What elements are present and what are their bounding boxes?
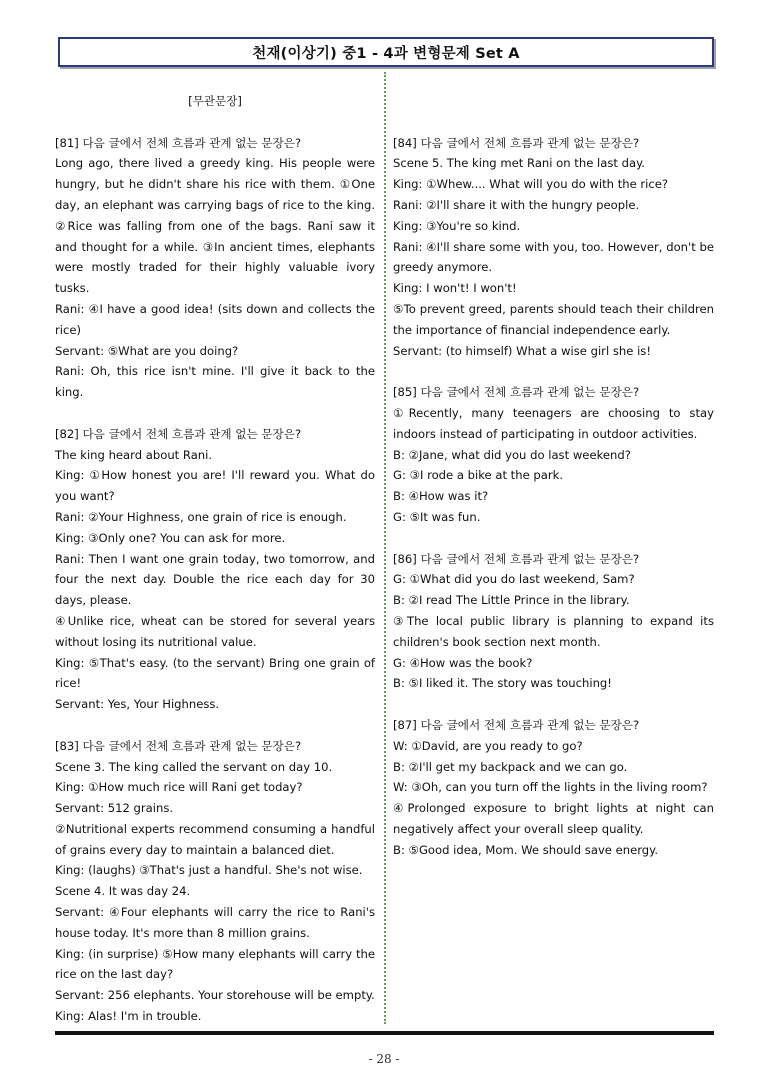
passage-line: B: ②Jane, what did you do last weekend? — [393, 447, 631, 462]
passage-line: King: ①Whew.... What will you do with the rice? — [393, 177, 669, 192]
section-label: [무관문장] — [188, 94, 242, 108]
passage-line: King: ⑤That's easy. (to the servant) Bring one grain of rice! — [55, 655, 375, 691]
question-82 — [55, 424, 375, 715]
passage-line: ①Recently, many teenagers are choosing to stay indoors instead of participating in outdoor activities. — [393, 405, 714, 441]
passage-line: King: ③You're so kind. — [393, 218, 521, 233]
passage-line: B: ⑤I liked it. The story was touching! — [393, 676, 612, 691]
passage-line: Rani: ④I'll share some with you, too. However, don't be greedy anymore. — [393, 239, 714, 275]
page-number: - 28 - — [368, 1052, 400, 1066]
passage-line: Servant: (to himself) What a wise girl she is! — [393, 343, 651, 358]
question-84 — [393, 133, 714, 362]
question-prompt: [84] 다음 글에서 전체 흐름과 관계 없는 문장은? — [393, 135, 640, 150]
passage-line: Rani: Then I want one grain today, two tomorrow, and four the next day. Double the rice each day for 30 days, please. — [55, 551, 375, 608]
passage-line: Servant: Yes, Your Highness. — [55, 697, 220, 712]
question-prompt: [85] 다음 글에서 전체 흐름과 관계 없는 문장은? — [393, 385, 640, 400]
question-prompt: [82] 다음 글에서 전체 흐름과 관계 없는 문장은? — [55, 426, 302, 441]
passage-line: Servant: 512 grains. — [55, 801, 174, 816]
passage-line: King: Alas! I'm in trouble. — [55, 1009, 202, 1024]
passage-line: King: ①How honest you are! I'll reward you. What do you want? — [55, 468, 375, 504]
passage-line: Scene 4. It was day 24. — [55, 884, 191, 899]
passage-line: G: ④How was the book? — [393, 655, 533, 670]
footer-rule — [55, 1031, 714, 1035]
passage-line: B: ④How was it? — [393, 489, 489, 504]
passage-line: B: ②I read The Little Prince in the library. — [393, 593, 630, 608]
passage-line: Rani: ②I'll share it with the hungry people. — [393, 197, 640, 212]
question-86 — [393, 549, 714, 695]
passage-line: ②Nutritional experts recommend consuming a handful of grains every day to maintain a balanced diet. — [55, 821, 375, 857]
question-prompt: [81] 다음 글에서 전체 흐름과 관계 없는 문장은? — [55, 135, 302, 150]
passage-line: Scene 3. The king called the servant on day 10. — [55, 759, 333, 774]
passage-line: G: ③I rode a bike at the park. — [393, 468, 564, 483]
question-85 — [393, 382, 714, 528]
passage-line: Rani: Oh, this rice isn't mine. I'll give it back to the king. — [55, 364, 375, 400]
passage-line: ③The local public library is planning to expand its children's book section next month. — [393, 613, 714, 649]
passage-line: G: ①What did you do last weekend, Sam? — [393, 572, 635, 587]
passage-line: Servant: ④Four elephants will carry the rice to Rani's house today. It's more than 8 million grains. — [55, 905, 375, 940]
passage-line: Scene 5. The king met Rani on the last day. — [393, 156, 645, 171]
question-prompt: [83] 다음 글에서 전체 흐름과 관계 없는 문장은? — [55, 738, 302, 753]
passage-line: The king heard about Rani. — [55, 447, 213, 462]
passage-line: W: ③Oh, can you turn off the lights in the living room? — [393, 780, 708, 795]
passage-line: B: ②I'll get my backpack and we can go. — [393, 759, 628, 774]
passage-line: Servant: ⑤What are you doing? — [55, 343, 239, 358]
passage-line: ④Unlike rice, wheat can be stored for several years without losing its nutritional value. — [55, 613, 375, 649]
right-column — [393, 91, 714, 860]
passage-line: W: ①David, are you ready to go? — [393, 738, 583, 753]
question-83 — [55, 736, 375, 1027]
question-prompt: [87] 다음 글에서 전체 흐름과 관계 없는 문장은? — [393, 717, 640, 732]
question-81 — [55, 133, 375, 403]
passage-line: King: (in surprise) ⑤How many elephants will carry the rice on the last day? — [55, 946, 375, 982]
passage-line: Rani: ②Your Highness, one grain of rice is enough. — [55, 509, 347, 524]
question-prompt: [86] 다음 글에서 전체 흐름과 관계 없는 문장은? — [393, 551, 640, 566]
passage-line: King: I won't! I won't! — [393, 281, 517, 296]
passage-line: King: ①How much rice will Rani get today? — [55, 780, 303, 795]
passage-line: ⑤To prevent greed, parents should teach their children the importance of financial independence early. — [393, 301, 714, 337]
passage-line: G: ⑤It was fun. — [393, 509, 481, 524]
page-title: 천재(이상기) 중1 - 4과 변형문제 Set A — [58, 37, 714, 67]
column-divider — [384, 72, 386, 1024]
passage-line: King: ③Only one? You can ask for more. — [55, 530, 286, 545]
passage-line: B: ⑤Good idea, Mom. We should save energy. — [393, 842, 659, 857]
passage-line: Servant: 256 elephants. Your storehouse will be empty. — [55, 988, 375, 1003]
passage-line: Long ago, there lived a greedy king. His people were hungry, but he didn't share his rice with them. ①One day, an elephant was carrying bags of rice to the king. ②Rice was falling from one of the bags. Rani saw it and thought for a while. ③In ancient times, elephants were mostly traded for their highly valuable ivory tusks. — [55, 156, 375, 296]
passage-line: ④Prolonged exposure to bright lights at night can negatively affect your overall sleep quality. — [393, 801, 714, 836]
left-column — [55, 91, 375, 1027]
passage-line: Rani: ④I have a good idea! (sits down and collects the rice) — [55, 301, 375, 337]
passage-line: King: (laughs) ③That's just a handful. She's not wise. — [55, 863, 363, 878]
question-87 — [393, 715, 714, 861]
